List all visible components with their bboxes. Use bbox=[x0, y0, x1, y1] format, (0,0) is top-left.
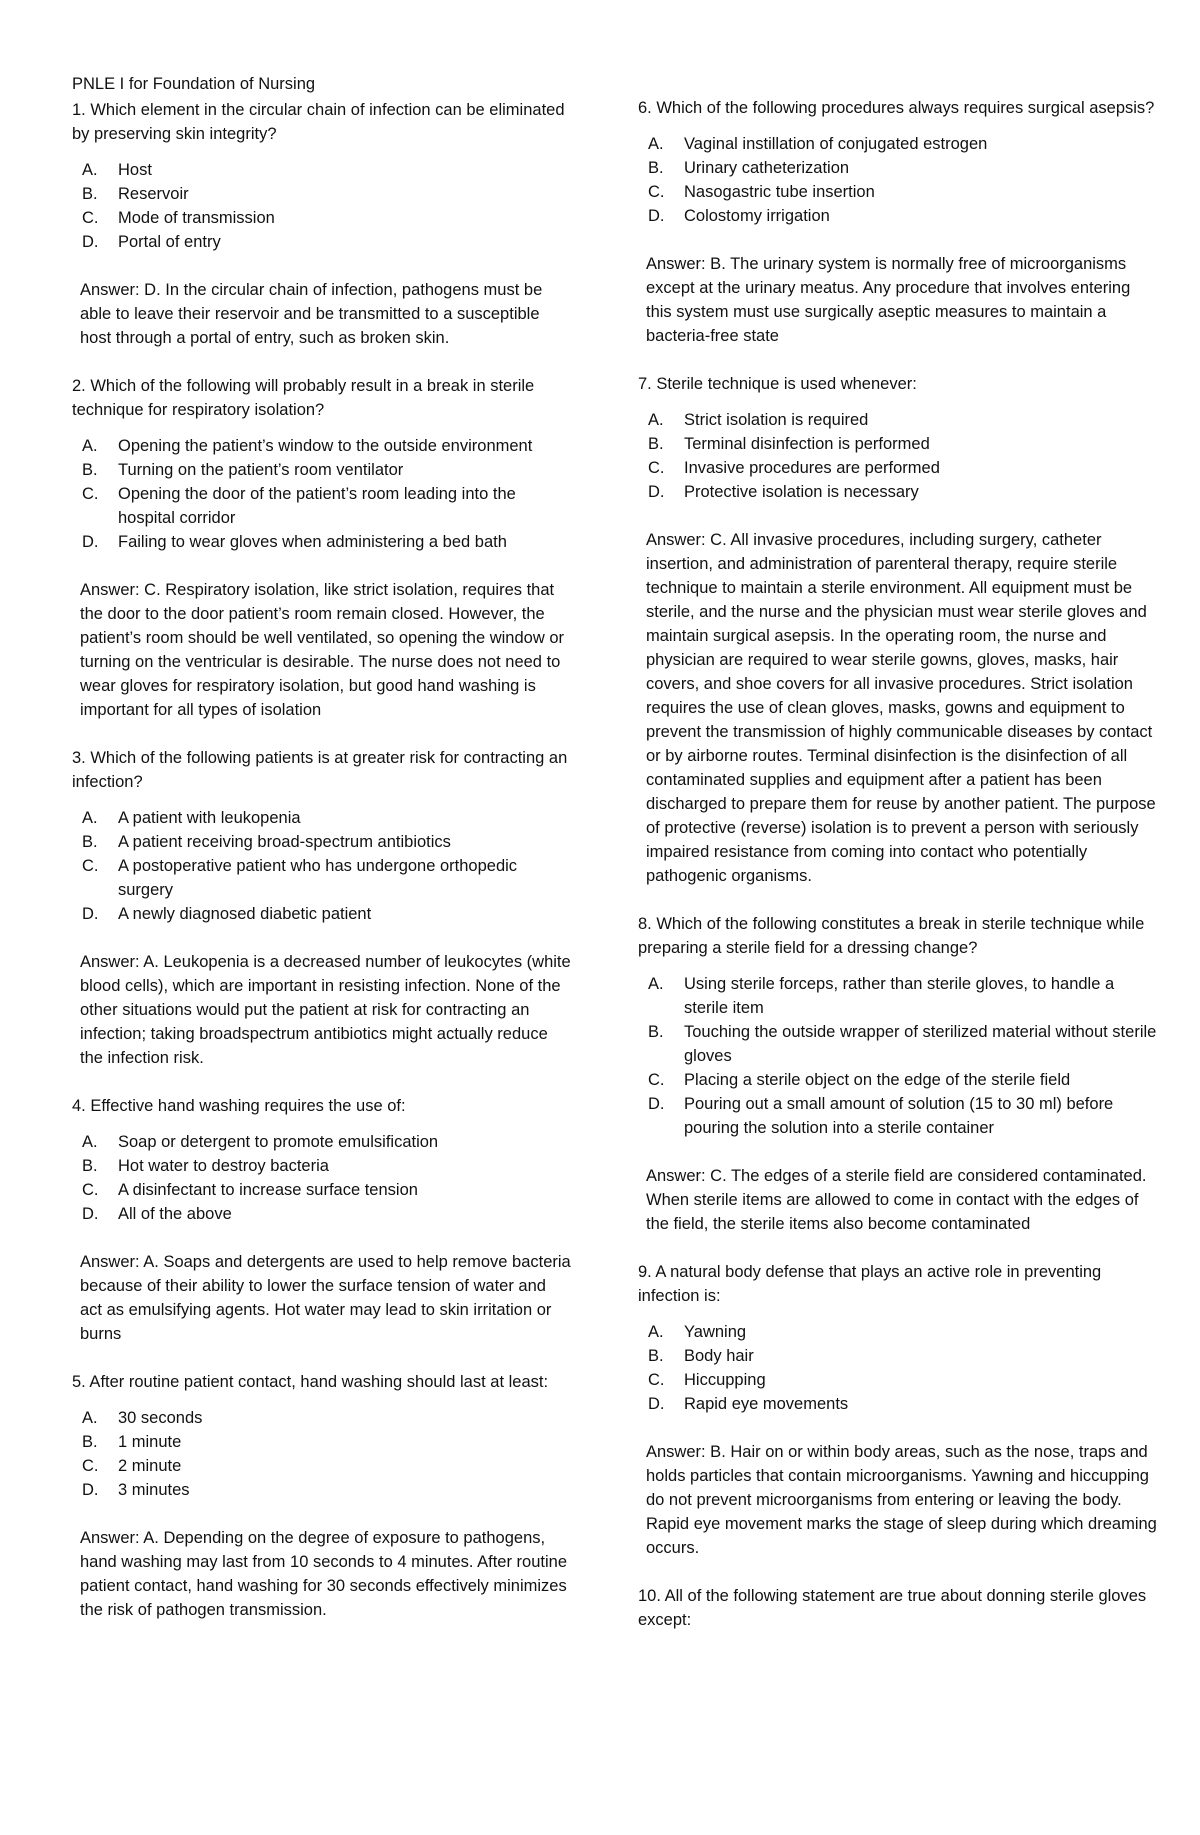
choice-list bbox=[72, 158, 572, 254]
answer-explanation: Answer: D. In the circular chain of infection, pathogens must be able to leave their reservoir and be transmitted to a susceptible host through a portal of entry, such as broken skin. bbox=[80, 281, 543, 347]
choice-letter: A. bbox=[82, 161, 98, 179]
choice-text: Colostomy irrigation bbox=[684, 207, 830, 225]
left-column bbox=[72, 72, 572, 1646]
question-stem: 7. Sterile technique is used whenever: bbox=[638, 375, 917, 393]
answer-explanation: Answer: A. Soaps and detergents are used to help remove bacteria because of their ability to lower the surface tension of water and act as emulsifying agents. Hot water may lead to skin irritation or burns bbox=[80, 1253, 571, 1343]
answer-explanation: Answer: C. The edges of a sterile field are considered contaminated. When sterile items are allowed to come in contact with the edges of the field, the sterile items also become contaminated bbox=[646, 1167, 1147, 1233]
answer-explanation: Answer: C. All invasive procedures, including surgery, catheter insertion, and administration of parenteral therapy, require sterile technique to maintain a sterile environment. All equipment must be sterile, and the nurse and the physician must wear sterile gloves and maintain surgical asepsis. In the operating room, the nurse and physician are required to wear sterile gowns, gloves, masks, hair covers, and shoe covers for all invasive procedures. Strict isolation requires the use of clean gloves, masks, gowns and equipment to prevent the transmission of highly communicable diseases by contact or by airborne routes. Terminal disinfection is the disinfection of all contaminated supplies and equipment after a patient has been discharged to prepare them for reuse by another patient. The purpose of protective (reverse) isolation is to prevent a person with seriously impaired resistance from coming into contact who potentially pathogenic organisms. bbox=[646, 531, 1156, 885]
choice-text: Opening the patient’s window to the outside environment bbox=[118, 437, 533, 455]
choice-text: Body hair bbox=[684, 1347, 754, 1365]
choice-item bbox=[638, 432, 1158, 456]
choice-letter: A. bbox=[648, 975, 664, 993]
choice-item bbox=[72, 206, 572, 230]
choice-item bbox=[72, 830, 572, 854]
choice-letter: A. bbox=[648, 135, 664, 153]
choice-list bbox=[72, 806, 572, 926]
question-block bbox=[72, 374, 572, 722]
choice-text: Placing a sterile object on the edge of the sterile field bbox=[684, 1071, 1071, 1089]
choice-text: Rapid eye movements bbox=[684, 1395, 849, 1413]
choice-text: Pouring out a small amount of solution (15 to 30 ml) before pouring the solution into a sterile container bbox=[684, 1095, 1114, 1137]
choice-list bbox=[72, 434, 572, 554]
choice-item bbox=[72, 1406, 572, 1430]
choice-letter: D. bbox=[82, 233, 99, 251]
choice-letter: D. bbox=[648, 1095, 665, 1113]
choice-letter: C. bbox=[82, 1457, 99, 1475]
choice-letter: C. bbox=[82, 209, 99, 227]
choice-list bbox=[638, 1320, 1158, 1416]
choice-letter: B. bbox=[648, 1023, 664, 1041]
choice-item bbox=[72, 1430, 572, 1454]
choice-letter: A. bbox=[82, 1133, 98, 1151]
choice-letter: B. bbox=[82, 185, 98, 203]
choice-text: Protective isolation is necessary bbox=[684, 483, 919, 501]
question-stem: 8. Which of the following constitutes a break in sterile technique while preparing a sterile field for a dressing change? bbox=[638, 915, 1145, 957]
choice-text: A patient with leukopenia bbox=[118, 809, 301, 827]
question-stem: 3. Which of the following patients is at greater risk for contracting an infection? bbox=[72, 749, 568, 791]
choice-list bbox=[638, 408, 1158, 504]
choice-letter: A. bbox=[648, 1323, 664, 1341]
choice-text: Failing to wear gloves when administering a bed bath bbox=[118, 533, 507, 551]
choice-text: Nasogastric tube insertion bbox=[684, 183, 875, 201]
question-block bbox=[72, 746, 572, 1070]
question-block bbox=[638, 912, 1158, 1236]
right-question-list bbox=[638, 96, 1158, 1632]
choice-letter: C. bbox=[648, 1371, 665, 1389]
question-block bbox=[72, 98, 572, 350]
choice-text: A patient receiving broad-spectrum antibiotics bbox=[118, 833, 451, 851]
choice-text: Strict isolation is required bbox=[684, 411, 869, 429]
choice-letter: C. bbox=[82, 857, 99, 875]
choice-text: Turning on the patient’s room ventilator bbox=[118, 461, 404, 479]
choice-item bbox=[72, 1130, 572, 1154]
choice-list bbox=[638, 972, 1158, 1140]
answer-explanation: Answer: B. Hair on or within body areas, such as the nose, traps and holds particles that contain microorganisms. Yawning and hiccupping do not prevent microorganisms from entering or leaving the body. Rapid eye movement marks the stage of sleep during which dreaming occurs. bbox=[646, 1443, 1157, 1557]
choice-letter: B. bbox=[648, 435, 664, 453]
answer-explanation: Answer: A. Depending on the degree of exposure to pathogens, hand washing may last from 10 seconds to 4 minutes. After routine patient contact, hand washing for 30 seconds effectively minimizes the risk of pathogen transmission. bbox=[80, 1529, 568, 1619]
choice-text: Host bbox=[118, 161, 152, 179]
choice-item bbox=[638, 180, 1158, 204]
choice-item bbox=[638, 1320, 1158, 1344]
choice-item bbox=[72, 1154, 572, 1178]
choice-text: Using sterile forceps, rather than sterile gloves, to handle a sterile item bbox=[684, 975, 1115, 1017]
choice-item bbox=[72, 530, 572, 554]
choice-text: 30 seconds bbox=[118, 1409, 203, 1427]
right-column bbox=[638, 96, 1158, 1656]
choice-letter: B. bbox=[82, 461, 98, 479]
choice-item bbox=[638, 480, 1158, 504]
question-stem: 9. A natural body defense that plays an active role in preventing infection is: bbox=[638, 1263, 1102, 1305]
choice-letter: A. bbox=[82, 1409, 98, 1427]
left-question-list bbox=[72, 98, 572, 1622]
choice-item bbox=[638, 1368, 1158, 1392]
choice-letter: D. bbox=[82, 905, 99, 923]
question-block bbox=[638, 372, 1158, 888]
choice-item bbox=[72, 1478, 572, 1502]
choice-item bbox=[72, 1202, 572, 1226]
choice-item bbox=[72, 806, 572, 830]
answer-explanation: Answer: B. The urinary system is normally free of microorganisms except at the urinary meatus. Any procedure that involves entering this system must use surgically aseptic measures to maintain a bacteria-free state bbox=[646, 255, 1131, 345]
choice-item bbox=[72, 854, 572, 902]
choice-text: All of the above bbox=[118, 1205, 232, 1223]
choice-item bbox=[72, 482, 572, 530]
choice-letter: D. bbox=[82, 1481, 99, 1499]
question-block bbox=[638, 1260, 1158, 1560]
choice-letter: B. bbox=[82, 833, 98, 851]
choice-letter: D. bbox=[648, 1395, 665, 1413]
question-stem: 10. All of the following statement are true about donning sterile gloves except: bbox=[638, 1587, 1147, 1629]
choice-item bbox=[72, 1178, 572, 1202]
choice-letter: D. bbox=[82, 533, 99, 551]
document-title: PNLE I for Foundation of Nursing bbox=[72, 75, 316, 93]
question-stem: 5. After routine patient contact, hand washing should last at least: bbox=[72, 1373, 549, 1391]
choice-item bbox=[638, 204, 1158, 228]
choice-list bbox=[638, 132, 1158, 228]
choice-item bbox=[72, 1454, 572, 1478]
choice-text: Opening the door of the patient’s room leading into the hospital corridor bbox=[118, 485, 516, 527]
choice-text: A disinfectant to increase surface tension bbox=[118, 1181, 418, 1199]
choice-item bbox=[72, 458, 572, 482]
choice-item bbox=[72, 902, 572, 926]
choice-item bbox=[638, 972, 1158, 1020]
answer-explanation: Answer: C. Respiratory isolation, like strict isolation, requires that the door to the door patient’s room remain closed. However, the patient’s room should be well ventilated, so opening the window or turning on the ventricular is desirable. The nurse does not need to wear gloves for respiratory isolation, but good hand washing is important for all types of isolation bbox=[80, 581, 564, 719]
choice-text: Mode of transmission bbox=[118, 209, 275, 227]
question-stem: 4. Effective hand washing requires the use of: bbox=[72, 1097, 406, 1115]
question-stem: 6. Which of the following procedures always requires surgical asepsis? bbox=[638, 99, 1155, 117]
choice-item bbox=[72, 434, 572, 458]
choice-text: A newly diagnosed diabetic patient bbox=[118, 905, 372, 923]
choice-text: Portal of entry bbox=[118, 233, 221, 251]
choice-letter: B. bbox=[648, 159, 664, 177]
choice-item bbox=[638, 1392, 1158, 1416]
question-block bbox=[72, 1094, 572, 1346]
choice-text: Soap or detergent to promote emulsification bbox=[118, 1133, 439, 1151]
choice-letter: C. bbox=[648, 459, 665, 477]
choice-item bbox=[638, 1344, 1158, 1368]
choice-item bbox=[638, 1068, 1158, 1092]
choice-text: Reservoir bbox=[118, 185, 189, 203]
choice-text: Hiccupping bbox=[684, 1371, 766, 1389]
choice-text: 1 minute bbox=[118, 1433, 182, 1451]
choice-letter: C. bbox=[648, 1071, 665, 1089]
choice-letter: C. bbox=[82, 485, 99, 503]
choice-text: Vaginal instillation of conjugated estrogen bbox=[684, 135, 988, 153]
choice-text: Terminal disinfection is performed bbox=[684, 435, 930, 453]
choice-letter: A. bbox=[648, 411, 664, 429]
choice-letter: B. bbox=[82, 1433, 98, 1451]
choice-letter: C. bbox=[82, 1181, 99, 1199]
choice-text: Invasive procedures are performed bbox=[684, 459, 940, 477]
choice-item bbox=[638, 156, 1158, 180]
question-block bbox=[638, 96, 1158, 348]
choice-letter: A. bbox=[82, 809, 98, 827]
choice-item bbox=[638, 1092, 1158, 1140]
choice-text: Touching the outside wrapper of sterilized material without sterile gloves bbox=[684, 1023, 1157, 1065]
choice-item bbox=[638, 132, 1158, 156]
choice-text: A postoperative patient who has undergone orthopedic surgery bbox=[118, 857, 518, 899]
answer-explanation: Answer: A. Leukopenia is a decreased number of leukocytes (white blood cells), which are important in resisting infection. None of the other situations would put the patient at risk for contracting an infection; taking broadspectrum antibiotics might actually reduce the infection risk. bbox=[80, 953, 571, 1067]
question-block bbox=[638, 1584, 1158, 1632]
choice-list bbox=[72, 1406, 572, 1502]
choice-text: Urinary catheterization bbox=[684, 159, 850, 177]
choice-text: Yawning bbox=[684, 1323, 747, 1341]
choice-text: Hot water to destroy bacteria bbox=[118, 1157, 329, 1175]
choice-letter: A. bbox=[82, 437, 98, 455]
question-block bbox=[72, 1370, 572, 1622]
choice-letter: D. bbox=[648, 207, 665, 225]
question-stem: 2. Which of the following will probably result in a break in sterile technique for respiratory isolation? bbox=[72, 377, 535, 419]
choice-letter: D. bbox=[82, 1205, 99, 1223]
choice-letter: D. bbox=[648, 483, 665, 501]
question-stem: 1. Which element in the circular chain of infection can be eliminated by preserving skin integrity? bbox=[72, 101, 565, 143]
choice-text: 3 minutes bbox=[118, 1481, 190, 1499]
choice-item bbox=[72, 158, 572, 182]
choice-item bbox=[638, 408, 1158, 432]
choice-item bbox=[72, 182, 572, 206]
choice-list bbox=[72, 1130, 572, 1226]
choice-text: 2 minute bbox=[118, 1457, 182, 1475]
choice-letter: B. bbox=[648, 1347, 664, 1365]
choice-item bbox=[638, 456, 1158, 480]
choice-item bbox=[72, 230, 572, 254]
choice-item bbox=[638, 1020, 1158, 1068]
choice-letter: C. bbox=[648, 183, 665, 201]
choice-letter: B. bbox=[82, 1157, 98, 1175]
